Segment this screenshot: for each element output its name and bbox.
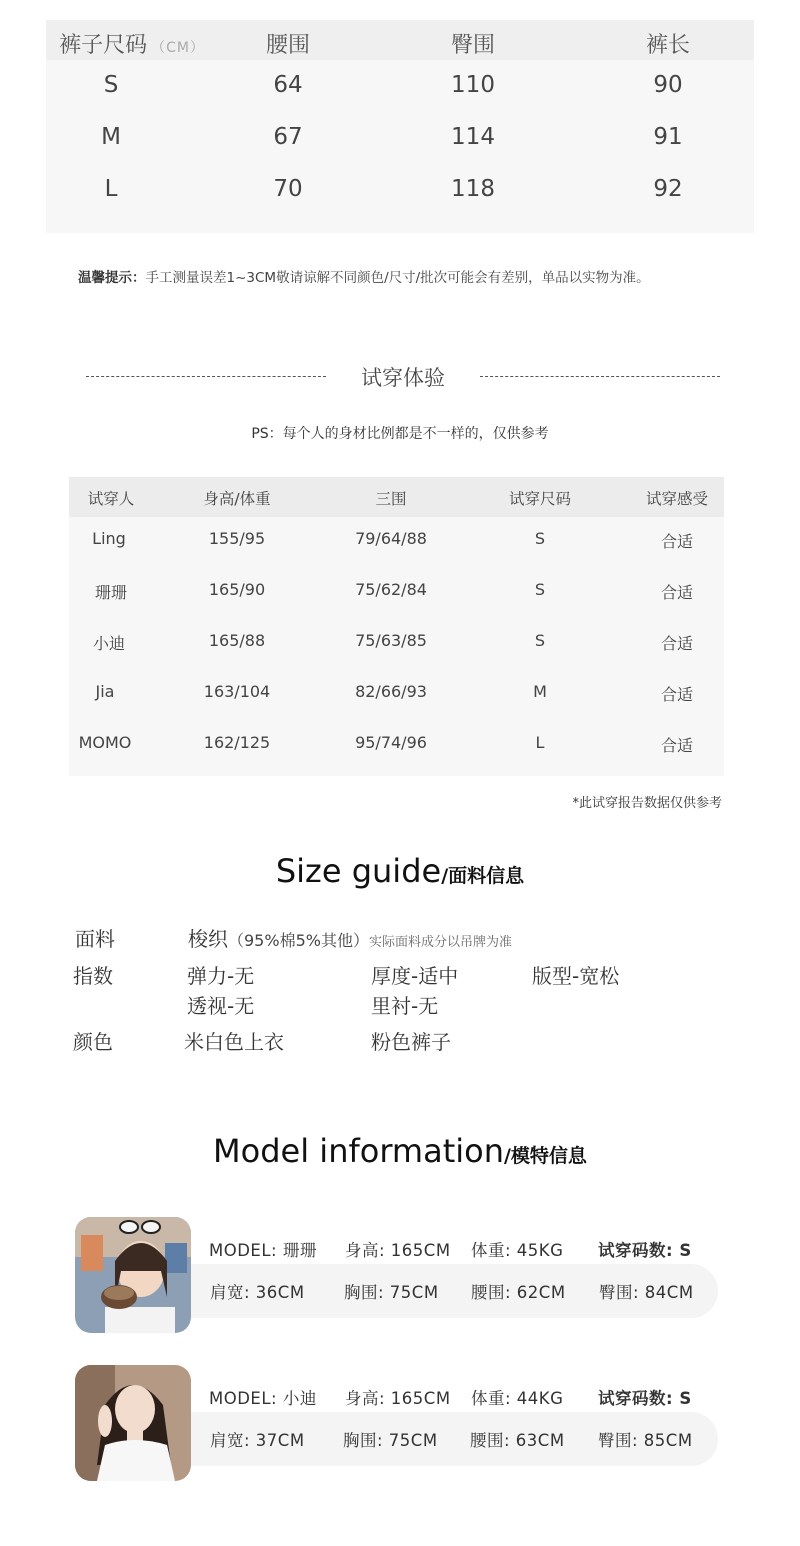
model-waist: 腰围: 63CM — [470, 1431, 565, 1450]
tryon-table-header — [69, 477, 724, 517]
table-row — [69, 568, 724, 619]
height-weight-cell: 165/88 — [208, 631, 266, 650]
tryon-title: 试穿体验 — [361, 366, 445, 390]
model-height: 身高: 165CM — [345, 1389, 451, 1408]
header-size-label: 裤子尺码 — [59, 33, 148, 58]
fabric-note: 实际面料成分以吊牌为准 — [368, 935, 512, 950]
model-weight: 体重: 45KG — [471, 1241, 564, 1260]
model-photo-image — [75, 1217, 191, 1333]
header-tried-size: 试穿尺码 — [508, 490, 572, 508]
waist-cell: 67 — [273, 124, 303, 150]
hip-cell: 114 — [451, 124, 495, 150]
size-guide-title-en: Size guide — [275, 852, 442, 890]
fabric-value: 梭织 — [188, 927, 228, 951]
tryon-disclaimer: *此试穿报告数据仅供参考 — [572, 796, 722, 811]
model-info-title-cn: /模特信息 — [503, 1145, 587, 1167]
model-photo-image — [75, 1365, 191, 1481]
measurements-cell: 82/66/93 — [355, 682, 427, 701]
model-photo — [75, 1365, 191, 1481]
size-cell: M — [101, 124, 121, 150]
feeling-cell: 合适 — [660, 685, 694, 704]
model-size: 试穿码数: S — [598, 1241, 692, 1260]
feeling-cell: 合适 — [660, 583, 694, 602]
color-top-value: 米白色上衣 — [184, 1030, 284, 1054]
model-info-title-en: Model information — [213, 1132, 504, 1170]
fabric-composition: （95%棉5%其他） — [228, 931, 369, 950]
tried-size-cell: S — [534, 580, 546, 599]
tester-cell: Ling — [92, 529, 126, 548]
model-card — [75, 1217, 720, 1335]
model-hip: 臀围: 85CM — [598, 1431, 693, 1450]
measurements-cell: 95/74/96 — [355, 733, 427, 752]
color-label: 颜色 — [73, 1030, 113, 1054]
tester-cell: 小迪 — [92, 634, 126, 653]
header-measurements: 三围 — [375, 490, 407, 508]
header-waist: 腰围 — [265, 33, 311, 58]
length-cell: 91 — [653, 124, 683, 150]
feeling-cell: 合适 — [660, 532, 694, 551]
measurements-cell: 75/63/85 — [355, 631, 427, 650]
measurements-cell: 79/64/88 — [355, 529, 427, 548]
fabric-label: 面料 — [75, 927, 115, 951]
size-row — [46, 60, 754, 112]
size-guide-title — [0, 852, 800, 890]
height-weight-cell: 155/95 — [208, 529, 266, 548]
size-cell: S — [103, 72, 119, 98]
model-photo — [75, 1217, 191, 1333]
tried-size-cell: S — [534, 529, 546, 548]
header-feeling: 试穿感受 — [645, 490, 709, 508]
hip-cell: 118 — [451, 176, 495, 202]
lining-value: 里衬-无 — [371, 994, 439, 1018]
header-tester: 试穿人 — [87, 490, 135, 508]
header-length: 裤长 — [645, 33, 691, 58]
fit-value: 版型-宽松 — [532, 964, 620, 988]
thickness-value: 厚度-适中 — [371, 964, 459, 988]
waist-cell: 70 — [273, 176, 303, 202]
model-card — [75, 1365, 720, 1483]
tried-size-cell: L — [535, 733, 545, 752]
model-chest: 胸围: 75CM — [343, 1431, 438, 1450]
model-name: MODEL: 珊珊 — [209, 1241, 317, 1260]
feeling-cell: 合适 — [660, 736, 694, 755]
index-label: 指数 — [73, 964, 113, 988]
tester-cell: Jia — [95, 682, 115, 701]
seethrough-value: 透视-无 — [187, 994, 255, 1018]
length-cell: 92 — [653, 176, 683, 202]
table-row — [69, 619, 724, 670]
hip-cell: 110 — [451, 72, 495, 98]
size-row — [46, 164, 754, 216]
size-guide-title-cn: /面料信息 — [441, 865, 525, 887]
model-waist: 腰围: 62CM — [471, 1283, 566, 1302]
size-chart-table — [46, 20, 754, 233]
header-size-cell — [59, 28, 205, 59]
tester-cell: MOMO — [78, 733, 132, 752]
tryon-ps-note: PS：每个人的身材比例都是不一样的，仅供参考 — [251, 426, 549, 442]
tryon-table — [69, 477, 724, 776]
model-chest: 胸围: 75CM — [344, 1283, 439, 1302]
color-pants-value: 粉色裤子 — [371, 1030, 451, 1054]
height-weight-cell: 162/125 — [203, 733, 271, 752]
tried-size-cell: S — [534, 631, 546, 650]
header-height-weight: 身高/体重 — [203, 490, 271, 508]
tryon-title-row — [86, 362, 720, 394]
model-weight: 体重: 44KG — [471, 1389, 564, 1408]
size-row — [46, 112, 754, 164]
measurements-cell: 75/62/84 — [355, 580, 427, 599]
model-info-title — [0, 1132, 800, 1170]
tip-text: 手工测量误差1~3CM敬请谅解不同颜色/尺寸/批次可能会有差别，单品以实物为准。 — [145, 270, 650, 286]
measurement-tip — [78, 266, 650, 286]
size-chart-header — [46, 20, 754, 60]
tip-label: 温馨提示： — [78, 270, 146, 286]
fabric-value-row — [188, 923, 512, 952]
header-unit: （CM） — [151, 40, 205, 56]
size-cell: L — [104, 176, 118, 202]
height-weight-cell: 165/90 — [208, 580, 266, 599]
header-hip: 臀围 — [450, 33, 496, 58]
model-shoulder: 肩宽: 37CM — [210, 1431, 305, 1450]
table-row — [69, 670, 724, 721]
length-cell: 90 — [653, 72, 683, 98]
dashed-divider-right — [480, 376, 720, 377]
model-name: MODEL: 小迪 — [209, 1389, 317, 1408]
tried-size-cell: M — [533, 682, 547, 701]
model-height: 身高: 165CM — [345, 1241, 451, 1260]
model-hip: 臀围: 84CM — [599, 1283, 694, 1302]
table-row — [69, 721, 724, 772]
model-size: 试穿码数: S — [598, 1389, 692, 1408]
dashed-divider-left — [86, 376, 326, 377]
height-weight-cell: 163/104 — [203, 682, 271, 701]
tester-cell: 珊珊 — [94, 583, 128, 602]
waist-cell: 64 — [273, 72, 303, 98]
elastic-value: 弹力-无 — [187, 964, 255, 988]
feeling-cell: 合适 — [660, 634, 694, 653]
model-shoulder: 肩宽: 36CM — [210, 1283, 305, 1302]
table-row — [69, 517, 724, 568]
